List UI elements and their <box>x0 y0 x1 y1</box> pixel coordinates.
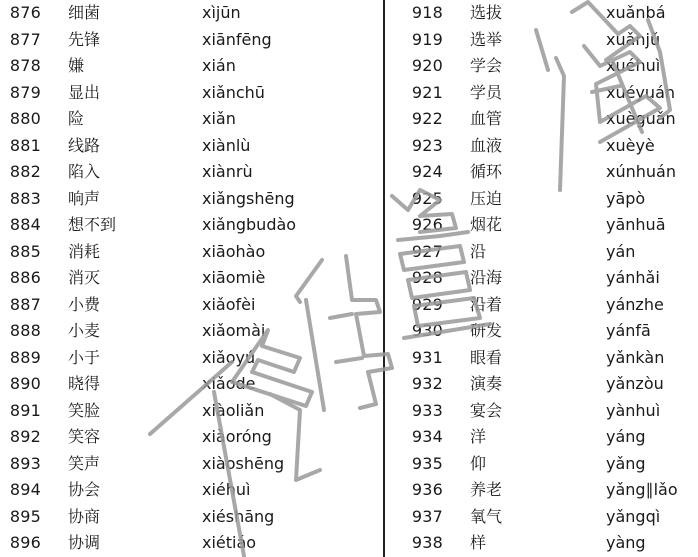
right-column <box>386 0 698 557</box>
entry-pinyin: xiāomiè <box>202 268 266 287</box>
entry-word: 学会 <box>470 56 503 75</box>
entry-number: 877 <box>9 29 41 49</box>
entry-pinyin: xián <box>202 56 236 75</box>
entry-pinyin: xiǎomài <box>202 321 266 340</box>
entry-pinyin: xiāohào <box>202 241 266 261</box>
entry-number: 937 <box>411 506 443 526</box>
entry-number: 895 <box>9 506 41 526</box>
entry-pinyin: xiàoliǎn <box>202 400 265 420</box>
entry-pinyin: yānhuā <box>606 215 666 234</box>
entry-word: 循环 <box>470 162 503 181</box>
entry-pinyin: xúnhuán <box>606 162 676 181</box>
entry-number: 925 <box>411 188 443 208</box>
entry-number: 884 <box>9 215 41 234</box>
entry-number: 927 <box>411 241 443 261</box>
entry-number: 889 <box>9 347 41 367</box>
entry-pinyin: yánhǎi <box>606 268 660 287</box>
entry-word: 显出 <box>68 82 101 102</box>
entry-word: 想不到 <box>68 215 117 234</box>
entry-word: 响声 <box>68 188 101 208</box>
entry-number: 880 <box>9 109 41 128</box>
entry-number: 890 <box>9 374 41 393</box>
column-divider <box>383 0 385 557</box>
entry-pinyin: xiǎnchū <box>202 82 265 102</box>
entry-word: 小麦 <box>68 321 101 340</box>
entry-word: 样 <box>470 533 487 552</box>
entry-number: 883 <box>9 188 41 208</box>
entry-word: 细菌 <box>68 3 101 22</box>
entry-number: 887 <box>9 294 41 314</box>
entry-number: 929 <box>411 294 443 314</box>
entry-pinyin: yǎngqì <box>606 506 661 526</box>
entry-pinyin: yánzhe <box>606 294 664 314</box>
entry-word: 嫌 <box>68 56 85 75</box>
entry-number: 892 <box>9 427 41 446</box>
entry-word: 陷入 <box>68 162 101 181</box>
entry-pinyin: yànhuì <box>606 400 661 420</box>
entry-pinyin: xuǎnbá <box>606 3 666 22</box>
entry-number: 891 <box>9 400 41 420</box>
entry-number: 928 <box>411 268 443 287</box>
entry-number: 918 <box>411 3 443 22</box>
entry-number: 921 <box>411 82 443 102</box>
entry-pinyin: xuéyuán <box>606 82 676 102</box>
entry-number: 893 <box>9 453 41 473</box>
entry-word: 烟花 <box>470 215 503 234</box>
entry-pinyin: yǎnzòu <box>606 374 664 393</box>
entry-number: 876 <box>9 3 41 22</box>
entry-word: 压迫 <box>470 188 503 208</box>
entry-pinyin: xiàoróng <box>202 427 272 446</box>
entry-word: 学员 <box>470 82 503 102</box>
entry-word: 消耗 <box>68 241 101 261</box>
entry-pinyin: xiǎofèi <box>202 294 256 314</box>
entry-pinyin: xiànlù <box>202 135 251 155</box>
entry-pinyin: yán <box>606 241 636 261</box>
entry-pinyin: yǎng <box>606 453 646 473</box>
entry-word: 宴会 <box>470 400 503 420</box>
entry-pinyin: yǎng∥lǎo <box>606 480 678 499</box>
entry-number: 888 <box>9 321 41 340</box>
entry-pinyin: xìjūn <box>202 3 241 22</box>
entry-word: 险 <box>68 109 85 128</box>
entry-word: 血管 <box>470 109 503 128</box>
entry-number: 935 <box>411 453 443 473</box>
entry-pinyin: xiǎngshēng <box>202 188 295 208</box>
entry-word: 演奏 <box>470 374 503 393</box>
entry-word: 先锋 <box>68 29 101 49</box>
entry-number: 926 <box>411 215 443 234</box>
entry-pinyin: xiàoshēng <box>202 453 285 473</box>
entry-word: 小费 <box>68 294 101 314</box>
entry-number: 933 <box>411 400 443 420</box>
entry-number: 879 <box>9 82 41 102</box>
entry-word: 仰 <box>470 453 487 473</box>
entry-pinyin: xiéhuì <box>202 480 251 499</box>
entry-number: 931 <box>411 347 443 367</box>
entry-number: 924 <box>411 162 443 181</box>
entry-pinyin: xiǎn <box>202 109 236 128</box>
entry-word: 沿着 <box>470 294 503 314</box>
entry-pinyin: xiétiáo <box>202 533 257 552</box>
entry-word: 笑脸 <box>68 400 101 420</box>
entry-number: 896 <box>9 533 41 552</box>
entry-number: 882 <box>9 162 41 181</box>
entry-pinyin: xiǎode <box>202 374 256 393</box>
entry-word: 沿 <box>470 241 487 261</box>
entry-number: 930 <box>411 321 443 340</box>
entry-pinyin: yánfā <box>606 321 651 340</box>
entry-word: 协会 <box>68 480 101 499</box>
entry-word: 笑容 <box>68 427 101 446</box>
entry-word: 笑声 <box>68 453 101 473</box>
entry-number: 920 <box>411 56 443 75</box>
entry-number: 885 <box>9 241 41 261</box>
entry-pinyin: xiǎngbudào <box>202 215 297 234</box>
entry-pinyin: xuèguǎn <box>606 109 676 128</box>
entry-word: 血液 <box>470 135 503 155</box>
entry-word: 养老 <box>470 480 503 499</box>
entry-word: 氧气 <box>470 506 503 526</box>
entry-pinyin: xuéhuì <box>606 56 661 75</box>
entry-word: 沿海 <box>470 268 503 287</box>
entry-pinyin: xiǎoyú <box>202 347 256 367</box>
entry-number: 932 <box>411 374 443 393</box>
entry-word: 小于 <box>68 347 101 367</box>
entry-number: 878 <box>9 56 41 75</box>
entry-word: 晓得 <box>68 374 101 393</box>
entry-word: 线路 <box>68 135 101 155</box>
entry-pinyin: yàng <box>606 533 646 552</box>
entry-number: 936 <box>411 480 443 499</box>
entry-word: 洋 <box>470 427 487 446</box>
entry-pinyin: xuèyè <box>606 135 655 155</box>
entry-word: 选拔 <box>470 3 503 22</box>
entry-pinyin: xiéshāng <box>202 506 275 526</box>
entry-pinyin: yáng <box>606 427 646 446</box>
entry-pinyin: xiànrù <box>202 162 253 181</box>
entry-number: 922 <box>411 109 443 128</box>
entry-number: 886 <box>9 268 41 287</box>
entry-number: 934 <box>411 427 443 446</box>
entry-word: 研发 <box>470 321 503 340</box>
entry-number: 894 <box>9 480 41 499</box>
entry-number: 923 <box>411 135 443 155</box>
entry-word: 协调 <box>68 533 101 552</box>
entry-word: 选举 <box>470 29 503 49</box>
entry-word: 协商 <box>68 506 101 526</box>
entry-pinyin: yāpò <box>606 188 646 208</box>
entry-number: 881 <box>9 135 41 155</box>
entry-word: 消灭 <box>68 268 101 287</box>
entry-number: 919 <box>411 29 443 49</box>
entry-pinyin: xuǎnjǔ <box>606 29 661 49</box>
entry-pinyin: xiānfēng <box>202 29 272 49</box>
entry-pinyin: yǎnkàn <box>606 347 665 367</box>
entry-number: 938 <box>411 533 443 552</box>
entry-word: 眼看 <box>470 347 503 367</box>
